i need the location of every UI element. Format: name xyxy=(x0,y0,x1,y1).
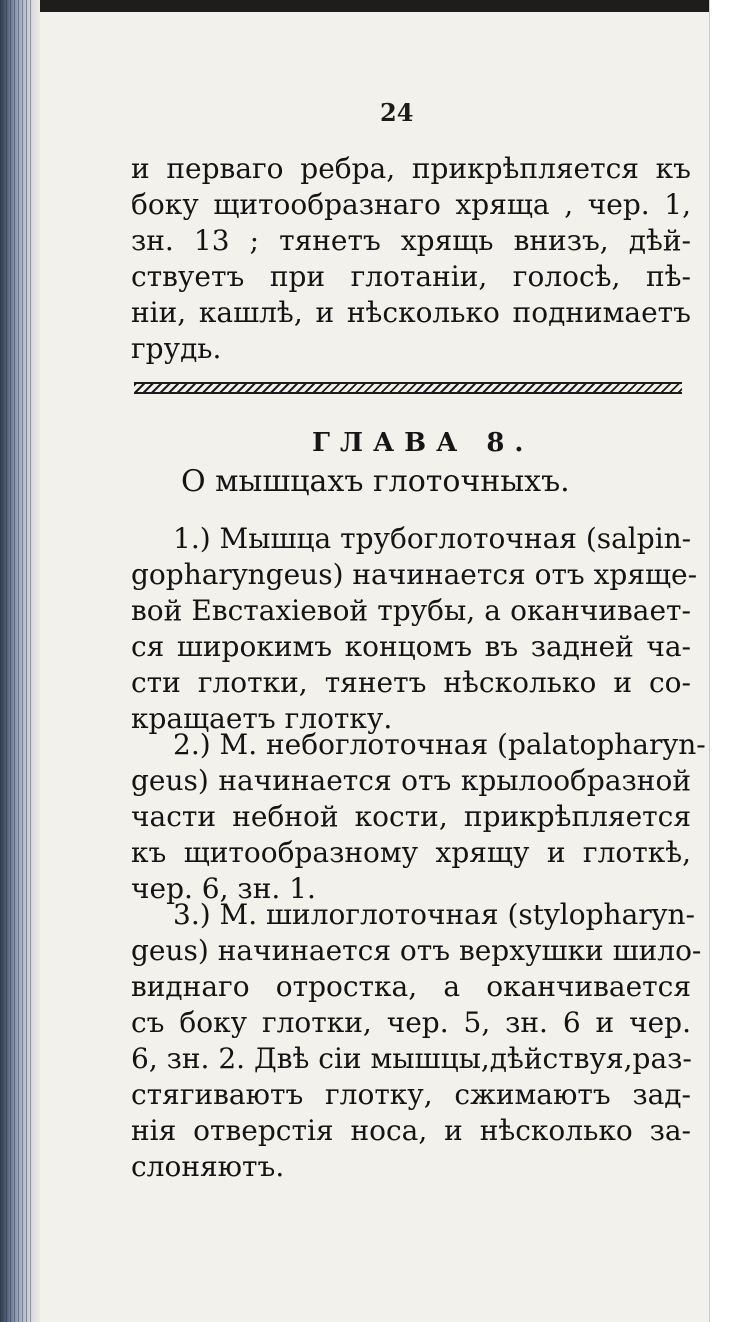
text-line: боку щитообразнаго хряща , чер. 1, xyxy=(131,188,691,221)
text-line: и перваго ребра, прикрѣпляется къ xyxy=(131,152,691,185)
book-spine xyxy=(0,0,40,1322)
text-line: 1.) Мышца трубоглоточная (salpin- xyxy=(173,522,692,555)
scan-top-edge xyxy=(0,0,740,12)
text-line: geus) начинается отъ крылообразной xyxy=(131,764,691,797)
text-line: чер. 6, зн. 1. xyxy=(131,872,316,905)
chapter-label: ГЛАВА 8. xyxy=(312,428,534,458)
text-line: 6, зн. 2. Двѣ сіи мышцы,дѣйствуя,раз- xyxy=(131,1042,692,1075)
ornamental-divider-rule xyxy=(134,392,682,394)
paragraph-3 xyxy=(131,898,702,1189)
spine-texture xyxy=(6,0,32,1322)
text-line: ніи, кашлѣ, и нѣсколько поднимаетъ xyxy=(131,296,691,329)
scan-right-margin xyxy=(709,0,740,1322)
text-line: съ боку глотки, чер. 5, зн. 6 и чер. xyxy=(131,1006,691,1039)
text-line: кращаетъ глотку. xyxy=(131,702,393,735)
text-line: части небной кости, прикрѣпляется xyxy=(131,800,691,833)
text-line: 2.) М. небоглоточная (palatopharyn- xyxy=(173,728,706,761)
text-line: зн. 13 ; тянетъ хрящь внизъ, дѣй- xyxy=(131,224,691,257)
text-line: нія отверстія носа, и нѣсколько за- xyxy=(131,1114,691,1147)
text-line: грудь. xyxy=(131,332,222,365)
text-line: виднаго отростка, а оканчивается xyxy=(131,970,691,1003)
paragraph-2 xyxy=(131,728,706,911)
text-line: вой Евстахіевой трубы, а оканчивает- xyxy=(131,594,691,627)
text-line: 3.) М. шилоглоточная (stylopharyn- xyxy=(173,898,695,931)
text-line: geus) начинается отъ верхушки шило- xyxy=(131,934,702,967)
chapter-title: О мышцахъ глоточныхъ. xyxy=(181,464,570,499)
text-line: gopharyngeus) начинается отъ хряще- xyxy=(131,558,698,591)
text-line: къ щитообразному хрящу и глоткѣ, xyxy=(131,836,691,869)
paragraph-1 xyxy=(131,522,698,741)
continuation-text xyxy=(131,152,691,371)
text-line: сти глотки, тянетъ нѣсколько и со- xyxy=(131,666,691,699)
text-line: ся широкимъ концомъ въ задней ча- xyxy=(131,630,691,663)
page-number: 24 xyxy=(380,98,414,127)
text-line: ствуетъ при глотаніи, голосѣ, пѣ- xyxy=(131,260,691,293)
text-line: стягиваютъ глотку, сжимаютъ зад- xyxy=(131,1078,691,1111)
text-line: слоняютъ. xyxy=(131,1150,285,1183)
